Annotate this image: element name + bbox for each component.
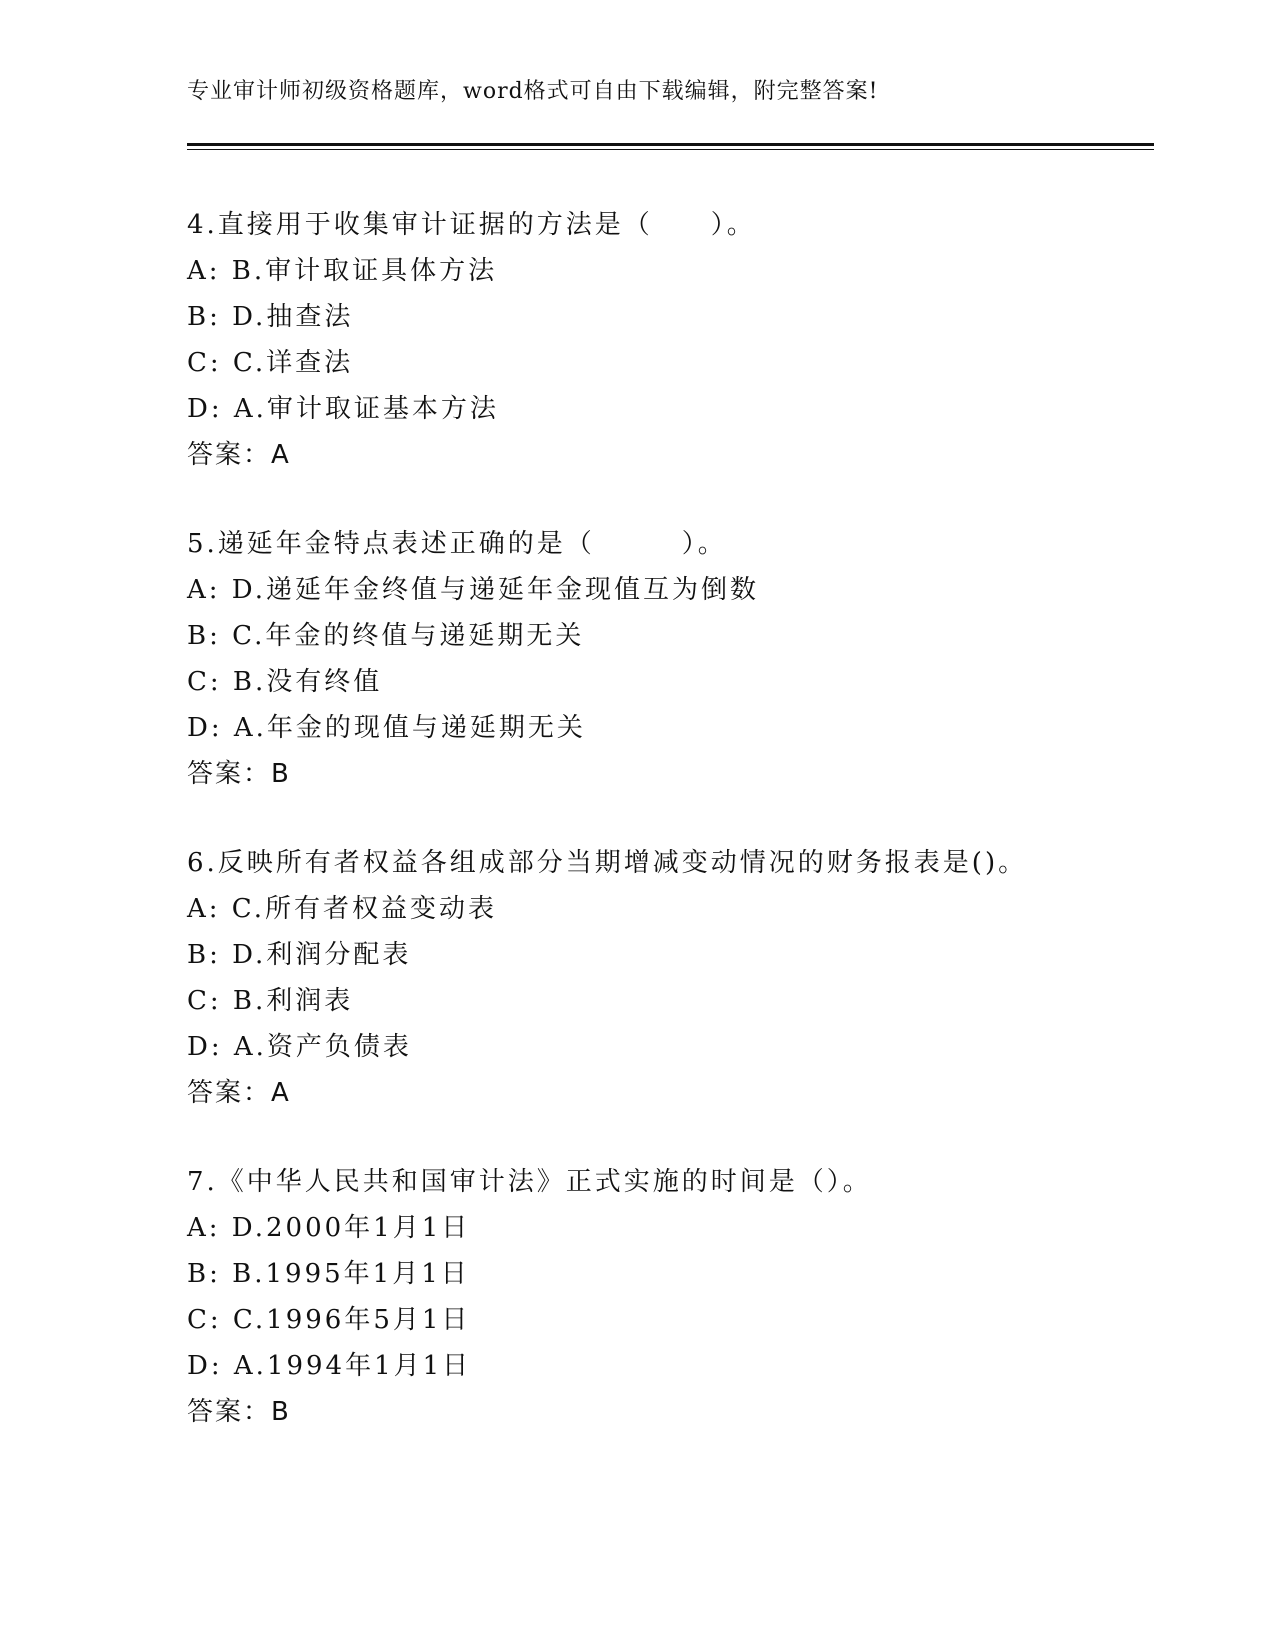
- question-stem: 7.《中华人民共和国审计法》正式实施的时间是（）。: [187, 1167, 872, 1197]
- header-divider-thin: [187, 149, 1154, 150]
- question-block-7: [187, 1159, 1147, 1435]
- header-text: 专业审计师初级资格题库，word格式可自由下载编辑，附完整答案!: [187, 79, 879, 104]
- option-d: D: A.资产负债表: [187, 1032, 412, 1062]
- option-c: C: C.详查法: [187, 348, 354, 378]
- option-a: A: B.审计取证具体方法: [187, 256, 498, 286]
- option-b: B: C.年金的终值与递延期无关: [187, 621, 585, 651]
- question-block-6: [187, 840, 1147, 1116]
- option-c: C: B.没有终值: [187, 667, 383, 697]
- option-b: B: B.1995年1月1日: [187, 1259, 470, 1289]
- option-a: A: D.2000年1月1日: [187, 1213, 471, 1243]
- answer-line: 答案：A: [187, 440, 291, 470]
- answer-line: 答案：A: [187, 1078, 291, 1108]
- question-stem: 6.反映所有者权益各组成部分当期增减变动情况的财务报表是()。: [187, 848, 1028, 878]
- option-b: B: D.抽查法: [187, 302, 354, 332]
- option-a: A: D.递延年金终值与递延年金现值互为倒数: [187, 575, 759, 605]
- option-b: B: D.利润分配表: [187, 940, 412, 970]
- option-d: D: A.1994年1月1日: [187, 1351, 472, 1381]
- question-block-5: [187, 521, 1147, 797]
- option-d: D: A.年金的现值与递延期无关: [187, 713, 586, 743]
- question-block-4: [187, 202, 1147, 478]
- answer-line: 答案：B: [187, 1397, 291, 1427]
- question-stem: 5.递延年金特点表述正确的是（ ）。: [187, 529, 727, 559]
- option-c: C: B.利润表: [187, 986, 354, 1016]
- option-a: A: C.所有者权益变动表: [187, 894, 498, 924]
- option-c: C: C.1996年5月1日: [187, 1305, 471, 1335]
- answer-line: 答案：B: [187, 759, 291, 789]
- option-d: D: A.审计取证基本方法: [187, 394, 499, 424]
- header-divider-thick: [187, 143, 1154, 146]
- question-stem: 4.直接用于收集审计证据的方法是（ ）。: [187, 210, 756, 240]
